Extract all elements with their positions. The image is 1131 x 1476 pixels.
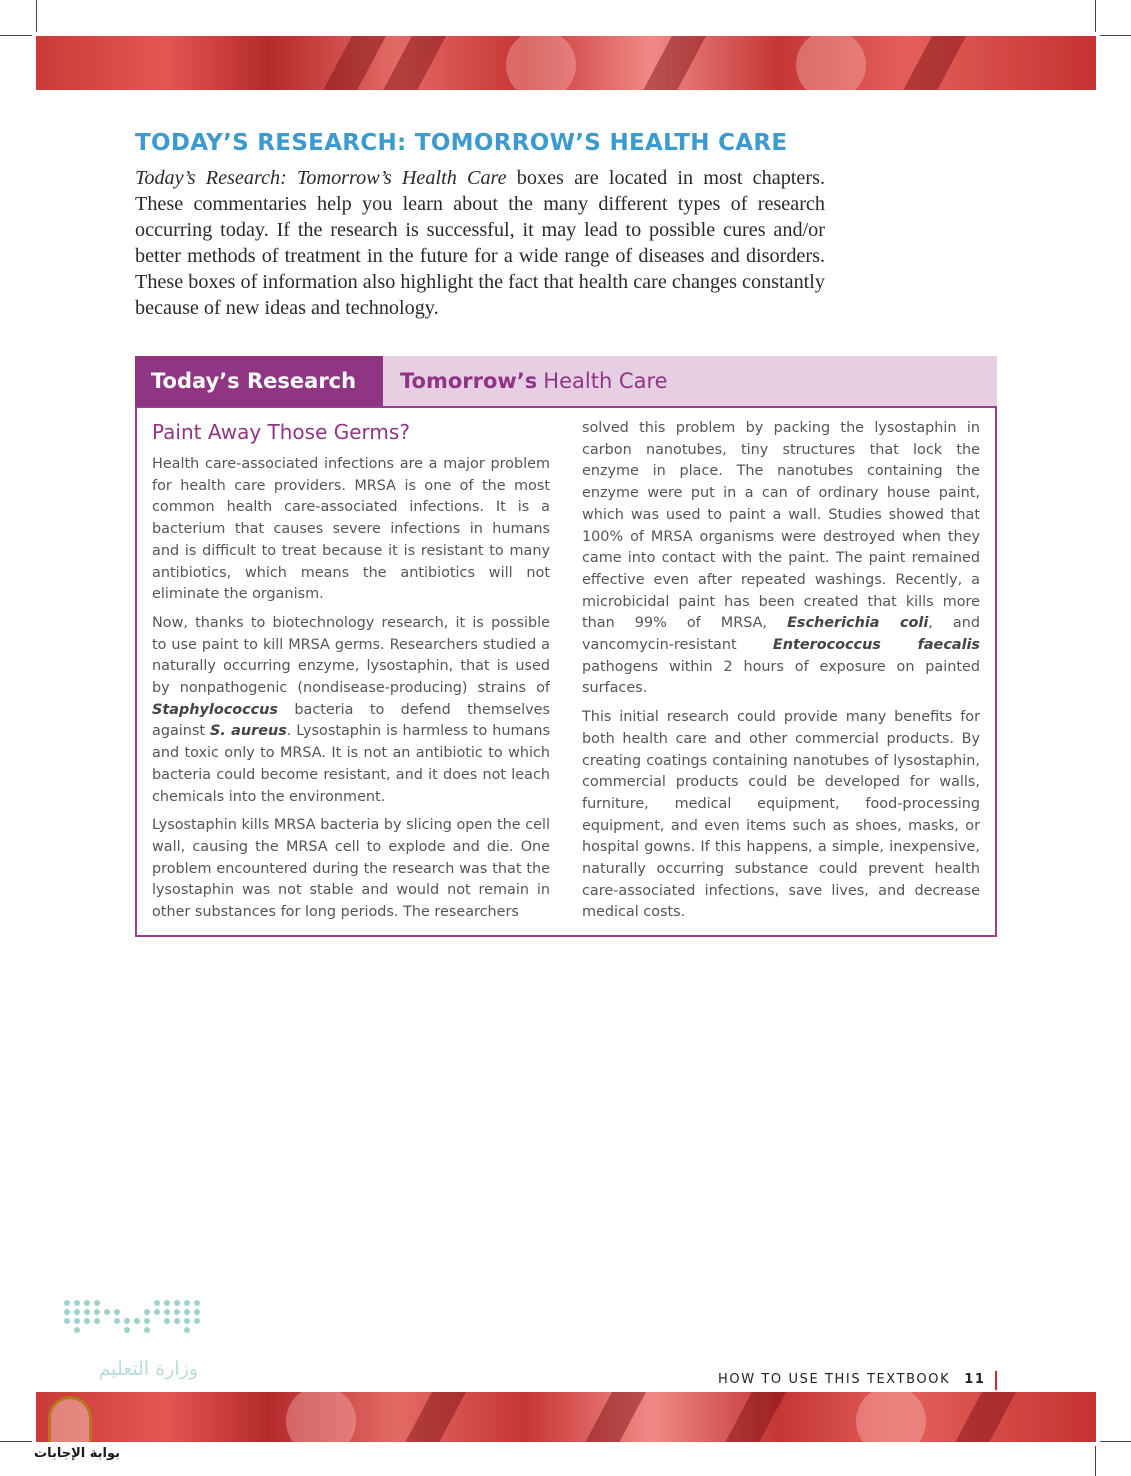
box-header-right [383,356,997,406]
ministry-logo-name: وزارة التعليم [98,1358,198,1380]
footer-label: HOW TO USE THIS TEXTBOOK [718,1372,951,1387]
box-header-right-bold: Tomorrow’s [400,369,538,393]
intro-italic-lead: Today’s Research: Tomorrow’s Health Care [135,167,507,189]
ministry-logo [64,1300,204,1400]
box-paragraph-4: solved this problem by packing the lysostaphin in carbon nanotubes, tiny structures that lock the enzyme in place. The nanotubes containing the enzyme were put in a can of ordinary house paint, which was used to paint a wall. Studies showed that 100% of MRSA organisms were destroyed when they came into contact with the paint. The paint remained effective even after repeated washings. Recently, a microbicidal paint has been created that kills more than 99% of MRSA, Escherichia coli, and vancomycin-resistant Enterococcus faecalis pathogens within 2 hours of exposure on painted surfaces. [582,420,980,697]
crop-mark [36,0,37,32]
crop-mark [0,35,32,36]
ministry-logo-dots-icon [64,1300,204,1333]
bottom-banner-image [36,1392,1096,1442]
section-heading: TODAY’S RESEARCH: TOMORROW’S HEALTH CARE [135,130,788,156]
box-column-right [582,418,980,931]
italic-term: Escherichia coli [787,615,929,632]
italic-term: Enterococcus faecalis [772,637,980,654]
top-banner-image [36,36,1096,90]
watermark-text: بوابة الإجابات [34,1446,120,1461]
box-paragraph-5: This initial research could provide many benefits for both health care and other commercial products. By creating coatings containing nanotubes of lysostaphin, commercial products could be developed for walls, furniture, medical equipment, food-processing equipment, and even items such as shoes, masks, or hospital gowns. If this happens, a simple, inexpensive, naturally occurring substance could prevent health care-associated infections, save lives, and decrease medical costs. [582,709,980,921]
intro-paragraph [135,165,825,321]
crop-mark [1100,1441,1131,1442]
italic-term: Staphylococcus [152,701,278,718]
page-footer [718,1372,986,1387]
box-header-right-light: Health Care [543,369,668,393]
box-header-divider [135,406,997,408]
box-paragraph-3: Lysostaphin kills MRSA bacteria by slicing open the cell wall, causing the MRSA cell to explode and die. One problem encountered during the research was that the lysostaphin was not stable and would not remain in other substances for long periods. The researchers [152,817,550,921]
box-header-left: Today’s Research [135,356,383,406]
arch-watermark-icon [48,1396,92,1442]
box-paragraph-2: Now, thanks to biotechnology research, it is possible to use paint to kill MRSA germs. Researchers studied a naturally occurring enzyme, lysostaphin, that is used by nonpathogenic (nondisease-producing) strains of Staphylococcus bacteria to defend themselves against S. aureus. Lysostaphin is harmless to humans and toxic only to MRSA. It is not an antibiotic to which bacteria could become resistant, and it does not leach chemicals into the environment. [152,614,550,805]
box-paragraph-1: Health care-associated infections are a major problem for health care providers. MRSA is one of the most common health care-associated infections. It is a bacterium that causes severe infections in humans and is difficult to treat because it is resistant to many antibiotics, which means the antibiotics will not eliminate the organism. [152,456,550,603]
intro-text: boxes are located in most chapters. These commentaries help you learn about the many different types of research occurring today. If the research is successful, it may lead to possible cures and/or better methods of treatment in the future for a wide range of diseases and disorders. These boxes of information also highlight the fact that health care changes constantly because of new ideas and technology. [135,167,825,319]
italic-term: S. aureus [209,723,287,740]
crop-mark [1095,1446,1096,1476]
box-column-left [152,420,550,931]
crop-mark [0,1441,32,1442]
research-feature-box [135,356,997,937]
box-header [135,356,997,406]
page-number: 11 [964,1372,986,1387]
crop-mark [1100,35,1131,36]
footer-accent-bar [995,1371,997,1390]
box-title: Paint Away Those Germs? [152,420,410,444]
crop-mark [1095,0,1096,32]
